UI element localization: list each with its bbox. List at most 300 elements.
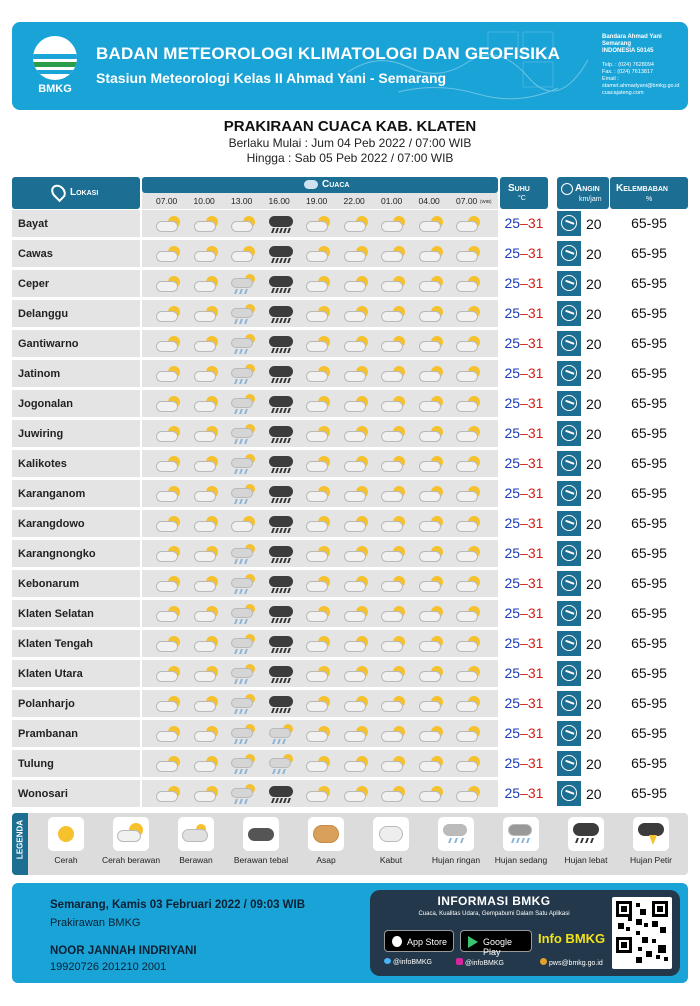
- temp-dash: –: [520, 605, 528, 621]
- app-store-button[interactable]: [384, 930, 454, 952]
- partly-cloudy-icon: [342, 574, 370, 594]
- qr-module: [638, 947, 642, 951]
- forecaster-nip: 19920726 201210 2001: [50, 961, 167, 973]
- partly-cloudy-icon: [192, 694, 220, 714]
- weather-cells: [142, 390, 498, 417]
- partly-cloudy-icon: [342, 544, 370, 564]
- twitter-handle[interactable]: [384, 958, 432, 966]
- weather-cells: [142, 780, 498, 807]
- weather-cells: [142, 420, 498, 447]
- location-name: Polanharjo: [12, 690, 140, 717]
- sunny-icon: [48, 817, 84, 851]
- partly-cloudy-icon: [417, 244, 445, 264]
- temp-max: 31: [527, 635, 544, 651]
- instagram-handle[interactable]: [456, 958, 504, 967]
- legend-item-label: Berawan tebal: [233, 855, 289, 865]
- legend-item: [231, 817, 291, 865]
- partly-cloudy-icon: [154, 484, 182, 504]
- temp-dash: –: [520, 665, 528, 681]
- heavy-rain-icon: [267, 454, 295, 474]
- light-rain-icon: [229, 484, 257, 504]
- temp-min: 25: [504, 425, 521, 441]
- partly-cloudy-icon: [192, 304, 220, 324]
- wind-speed: 20: [586, 756, 602, 772]
- qr-module: [636, 957, 642, 963]
- instagram-icon: [456, 958, 463, 965]
- location-name: Jogonalan: [12, 390, 140, 417]
- temp-min: 25: [504, 575, 521, 591]
- partly-cloudy-icon: [154, 424, 182, 444]
- partly-cloudy-icon: [192, 334, 220, 354]
- legend-item: [36, 817, 96, 865]
- partly-cloudy-icon: [342, 694, 370, 714]
- partly-cloudy-icon: [417, 274, 445, 294]
- partly-cloudy-icon: [454, 454, 482, 474]
- partly-cloudy-icon: [417, 784, 445, 804]
- partly-cloudy-icon: [379, 694, 407, 714]
- temperature: [500, 720, 548, 747]
- partly-cloudy-icon: [342, 634, 370, 654]
- qr-finder-core: [657, 906, 663, 912]
- partly-cloudy-icon: [454, 244, 482, 264]
- app-store-label: App Store: [407, 937, 448, 947]
- time-label: 01.00: [381, 196, 403, 206]
- address-line: INDONESIA 50145: [602, 48, 654, 54]
- temp-max: 31: [527, 545, 544, 561]
- wind-direction-icon: [557, 541, 581, 566]
- partly-cloudy-icon: [454, 664, 482, 684]
- heavy-rain-icon: [267, 604, 295, 624]
- location-name: Gantiwarno: [12, 330, 140, 357]
- light-rain-icon: [229, 664, 257, 684]
- wind: [557, 390, 609, 417]
- heavy-rain-icon: [267, 484, 295, 504]
- humidity: 65-95: [610, 630, 688, 657]
- location-name: Wonosari: [12, 780, 140, 807]
- partly-cloudy-icon: [342, 334, 370, 354]
- temp-dash: –: [520, 305, 528, 321]
- temperature: [500, 300, 548, 327]
- web-icon: [540, 958, 547, 965]
- partly-cloudy-icon: [342, 244, 370, 264]
- table-row: [12, 750, 688, 777]
- twitter-icon: [384, 958, 391, 964]
- temp-min: 25: [504, 365, 521, 381]
- light-rain-icon: [229, 454, 257, 474]
- temp-min: 25: [504, 245, 521, 261]
- info-bmkg-panel: [370, 890, 680, 976]
- header-lokasi-label: Lokasi: [70, 187, 99, 198]
- temp-max: 31: [527, 785, 544, 801]
- partly-cloudy-icon: [417, 454, 445, 474]
- qr-code[interactable]: [612, 897, 672, 969]
- light-rain-icon: [229, 754, 257, 774]
- weather-cells: [142, 270, 498, 297]
- temp-dash: –: [520, 395, 528, 411]
- weather-cells: [142, 570, 498, 597]
- partly-cloudy-icon: [192, 514, 220, 534]
- contact-line: Telp. : (024) 7628094: [602, 62, 654, 68]
- cloud-icon: [304, 180, 318, 189]
- table-row: [12, 690, 688, 717]
- temperature: [500, 510, 548, 537]
- qr-module: [658, 945, 666, 953]
- temp-max: 31: [527, 425, 544, 441]
- time-unit: (WIB): [480, 199, 492, 204]
- wind-speed: 20: [586, 576, 602, 592]
- wind: [557, 480, 609, 507]
- weather-cells: [142, 300, 498, 327]
- wind-direction-icon: [557, 631, 581, 656]
- temp-max: 31: [527, 245, 544, 261]
- wind-direction-icon: [557, 301, 581, 326]
- temp-max: 31: [527, 305, 544, 321]
- legend-item: [491, 817, 551, 865]
- table-row: [12, 510, 688, 537]
- legend: [12, 813, 688, 875]
- temp-dash: –: [520, 515, 528, 531]
- contact-line: Email : stamet.ahmadyani@bmkg.go.id: [602, 76, 680, 89]
- legend-item-label: Hujan Petir: [629, 855, 673, 865]
- wind-speed: 20: [586, 666, 602, 682]
- issue-place-date: Semarang, Kamis 03 Februari 2022 / 09:03 WIB: [50, 899, 306, 911]
- partly-cloudy-icon: [379, 334, 407, 354]
- temperature: [500, 690, 548, 717]
- partly-cloudy-icon: [379, 784, 407, 804]
- station-subtitle: Stasiun Meteorologi Kelas II Ahmad Yani - Semarang: [96, 70, 447, 86]
- table-row: [12, 240, 688, 267]
- partly-cloudy-icon: [304, 544, 332, 564]
- partly-cloudy-icon: [417, 544, 445, 564]
- wind-direction-icon: [557, 751, 581, 776]
- light-rain-icon: [229, 424, 257, 444]
- table-row: [12, 780, 688, 807]
- temperature: [500, 570, 548, 597]
- footer: [12, 883, 688, 983]
- web-contact[interactable]: [540, 958, 603, 967]
- temperature: [500, 450, 548, 477]
- wind-speed: 20: [586, 306, 602, 322]
- temperature: [500, 600, 548, 627]
- partly-cloudy-icon: [154, 634, 182, 654]
- partly-cloudy-icon: [304, 274, 332, 294]
- temp-max: 31: [527, 395, 544, 411]
- qr-module: [646, 951, 652, 957]
- wind-speed: 20: [586, 246, 602, 262]
- partly-cloudy-icon: [379, 304, 407, 324]
- light-rain-icon: [229, 724, 257, 744]
- wind-direction-icon: [557, 511, 581, 536]
- header-kelembaban-unit: %: [646, 196, 653, 203]
- qr-module: [618, 923, 624, 929]
- partly-cloudy-icon: [454, 544, 482, 564]
- temperature: [500, 240, 548, 267]
- humidity: 65-95: [610, 540, 688, 567]
- partly-cloudy-icon: [154, 244, 182, 264]
- partly-cloudy-icon: [154, 454, 182, 474]
- forecast-title: PRAKIRAAN CUACA KAB. KLATEN: [223, 118, 477, 135]
- legend-item-label: Hujan lebat: [564, 855, 608, 865]
- temp-dash: –: [520, 725, 528, 741]
- temp-dash: –: [520, 425, 528, 441]
- contact-line: Fax. : (024) 7613817: [602, 69, 654, 75]
- partly-cloudy-icon: [154, 694, 182, 714]
- partly-cloudy-icon: [304, 454, 332, 474]
- temp-min: 25: [504, 605, 521, 621]
- heavy-rain-icon: [267, 214, 295, 234]
- map-background: [338, 22, 598, 110]
- legend-tag: [12, 813, 28, 875]
- partly-cloudy-icon: [379, 244, 407, 264]
- weather-cells: [142, 750, 498, 777]
- partly-cloudy-icon: [192, 274, 220, 294]
- weather-cells: [142, 510, 498, 537]
- partly-cloudy-icon: [154, 394, 182, 414]
- light-rain-icon: [229, 694, 257, 714]
- partly-cloudy-icon: [342, 664, 370, 684]
- wind-speed: 20: [586, 516, 602, 532]
- location-name: Kalikotes: [12, 450, 140, 477]
- play-icon: [468, 936, 478, 948]
- weather-cells: [142, 540, 498, 567]
- wind-icon: [561, 183, 573, 195]
- table-row: [12, 300, 688, 327]
- wind-speed: 20: [586, 606, 602, 622]
- partly-cloudy-icon: [417, 304, 445, 324]
- time-label: 10.00: [193, 196, 215, 206]
- thunderstorm-icon: [633, 817, 669, 851]
- wind-speed: 20: [586, 426, 602, 442]
- location-name: Klaten Tengah: [12, 630, 140, 657]
- partly-cloudy-icon: [304, 724, 332, 744]
- heavy-rain-icon: [267, 394, 295, 414]
- partly-cloudy-icon: [154, 754, 182, 774]
- partly-cloudy-icon: [342, 514, 370, 534]
- partly-cloudy-icon: [342, 424, 370, 444]
- partly-cloudy-icon: [304, 364, 332, 384]
- table-row: [12, 600, 688, 627]
- partly-cloudy-icon: [192, 364, 220, 384]
- partly-cloudy-icon: [154, 514, 182, 534]
- temperature: [500, 540, 548, 567]
- temp-min: 25: [504, 335, 521, 351]
- overcast-icon: [243, 817, 279, 851]
- partly-cloudy-icon: [379, 274, 407, 294]
- table-row: [12, 420, 688, 447]
- temp-min: 25: [504, 695, 521, 711]
- temperature: [500, 780, 548, 807]
- partly-cloudy-icon: [304, 784, 332, 804]
- partly-cloudy-icon: [304, 574, 332, 594]
- temp-dash: –: [520, 695, 528, 711]
- temp-min: 25: [504, 635, 521, 651]
- light-rain-icon: [229, 784, 257, 804]
- weather-cells: [142, 630, 498, 657]
- temp-max: 31: [527, 605, 544, 621]
- partly-cloudy-icon: [454, 574, 482, 594]
- legend-item: [426, 817, 486, 865]
- partly-cloudy-icon: [417, 334, 445, 354]
- qr-module: [656, 955, 660, 959]
- wind: [557, 600, 609, 627]
- partly-cloudy-icon: [454, 424, 482, 444]
- weather-cells: [142, 330, 498, 357]
- heavy-rain-icon: [267, 334, 295, 354]
- header-cuaca-label: Cuaca: [322, 179, 350, 190]
- humidity: 65-95: [610, 600, 688, 627]
- location-name: Karangnongko: [12, 540, 140, 567]
- wind: [557, 420, 609, 447]
- temp-min: 25: [504, 395, 521, 411]
- temp-min: 25: [504, 785, 521, 801]
- wind-speed: 20: [586, 546, 602, 562]
- temp-min: 25: [504, 305, 521, 321]
- wind: [557, 660, 609, 687]
- temp-max: 31: [527, 365, 544, 381]
- table-row: [12, 270, 688, 297]
- wind: [557, 780, 609, 807]
- temp-dash: –: [520, 485, 528, 501]
- partly-cloudy-icon: [154, 544, 182, 564]
- light-rain-icon: [267, 724, 295, 744]
- apple-icon: [392, 936, 402, 947]
- partly-cloudy-icon: [192, 604, 220, 624]
- temp-dash: –: [520, 245, 528, 261]
- heavy-rain-icon: [267, 694, 295, 714]
- legend-item: [101, 817, 161, 865]
- heavy-rain-icon: [267, 574, 295, 594]
- partly-cloudy-icon: [454, 754, 482, 774]
- temp-dash: –: [520, 335, 528, 351]
- partly-cloudy-icon: [192, 424, 220, 444]
- humidity: 65-95: [610, 210, 688, 237]
- temp-dash: –: [520, 635, 528, 651]
- partly-cloudy-icon: [154, 604, 182, 624]
- temp-max: 31: [527, 275, 544, 291]
- fog-icon: [373, 817, 409, 851]
- partly-cloudy-icon: [154, 364, 182, 384]
- humidity: 65-95: [610, 240, 688, 267]
- partly-cloudy-icon: [154, 664, 182, 684]
- table-row: [12, 540, 688, 567]
- humidity: 65-95: [610, 360, 688, 387]
- weather-cells: [142, 720, 498, 747]
- temperature: [500, 330, 548, 357]
- humidity: 65-95: [610, 450, 688, 477]
- info-title: INFORMASI BMKG: [437, 894, 551, 908]
- partly-cloudy-icon: [154, 724, 182, 744]
- location-name: Klaten Utara: [12, 660, 140, 687]
- partly-cloudy-icon: [192, 244, 220, 264]
- legend-item: [166, 817, 226, 865]
- temperature: [500, 660, 548, 687]
- temp-dash: –: [520, 785, 528, 801]
- partly-cloudy-icon: [417, 574, 445, 594]
- partly-cloudy-icon: [154, 334, 182, 354]
- wind: [557, 630, 609, 657]
- legend-item-label: Cerah berawan: [101, 855, 161, 865]
- legend-item-label: Hujan sedang: [494, 855, 548, 865]
- partly-cloudy-icon: [417, 514, 445, 534]
- header-angin: [557, 177, 609, 209]
- humidity: 65-95: [610, 300, 688, 327]
- location-name: Ceper: [12, 270, 140, 297]
- legend-item-label: Hujan ringan: [431, 855, 481, 865]
- temp-max: 31: [527, 515, 544, 531]
- legend-item: [296, 817, 356, 865]
- wind-speed: 20: [586, 726, 602, 742]
- partly-cloudy-icon: [417, 754, 445, 774]
- partly-cloudy-icon: [342, 274, 370, 294]
- wind-speed: 20: [586, 276, 602, 292]
- temp-dash: –: [520, 575, 528, 591]
- qr-finder-core: [621, 906, 627, 912]
- heavy-rain-icon: [267, 244, 295, 264]
- temp-min: 25: [504, 485, 521, 501]
- humidity: 65-95: [610, 420, 688, 447]
- temp-min: 25: [504, 665, 521, 681]
- temp-max: 31: [527, 455, 544, 471]
- twitter-text: @infoBMKG: [393, 959, 433, 966]
- temp-dash: –: [520, 755, 528, 771]
- partly-cloudy-icon: [229, 514, 257, 534]
- heavy-rain-icon: [267, 304, 295, 324]
- location-name: Jatinom: [12, 360, 140, 387]
- partly-cloudy-icon: [192, 664, 220, 684]
- wind: [557, 360, 609, 387]
- wind: [557, 570, 609, 597]
- partly-cloudy-icon: [342, 454, 370, 474]
- humidity: 65-95: [610, 570, 688, 597]
- partly-cloudy-icon: [192, 784, 220, 804]
- qr-module: [642, 937, 648, 943]
- temp-max: 31: [527, 335, 544, 351]
- humidity: 65-95: [610, 720, 688, 747]
- partly-cloudy-icon: [342, 784, 370, 804]
- partly-cloudy-icon: [304, 244, 332, 264]
- partly-cloudy-icon: [417, 364, 445, 384]
- humidity: 65-95: [610, 270, 688, 297]
- header-cuaca: [142, 177, 498, 193]
- wind-speed: 20: [586, 486, 602, 502]
- partly-cloudy-icon: [454, 514, 482, 534]
- partly-cloudy-icon: [304, 634, 332, 654]
- partly-cloudy-icon: [229, 214, 257, 234]
- google-play-button[interactable]: [460, 930, 532, 957]
- partly-cloudy-icon: [342, 484, 370, 504]
- location-name: Bayat: [12, 210, 140, 237]
- qr-module: [652, 921, 658, 927]
- partly-cloudy-icon: [113, 817, 149, 851]
- partly-cloudy-icon: [342, 754, 370, 774]
- partly-cloudy-icon: [304, 604, 332, 624]
- temperature: [500, 360, 548, 387]
- table-row: [12, 330, 688, 357]
- temp-max: 31: [527, 695, 544, 711]
- partly-cloudy-icon: [454, 394, 482, 414]
- heavy-rain-icon: [568, 817, 604, 851]
- partly-cloudy-icon: [154, 274, 182, 294]
- smoke-icon: [308, 817, 344, 851]
- light-rain-icon: [229, 304, 257, 324]
- header-suhu: [500, 177, 548, 209]
- legend-item-label: Cerah: [54, 855, 78, 865]
- table-row: [12, 660, 688, 687]
- info-bmkg-app-label[interactable]: Info BMKG: [538, 931, 606, 946]
- temp-min: 25: [504, 545, 521, 561]
- partly-cloudy-icon: [304, 304, 332, 324]
- wind-speed: 20: [586, 366, 602, 382]
